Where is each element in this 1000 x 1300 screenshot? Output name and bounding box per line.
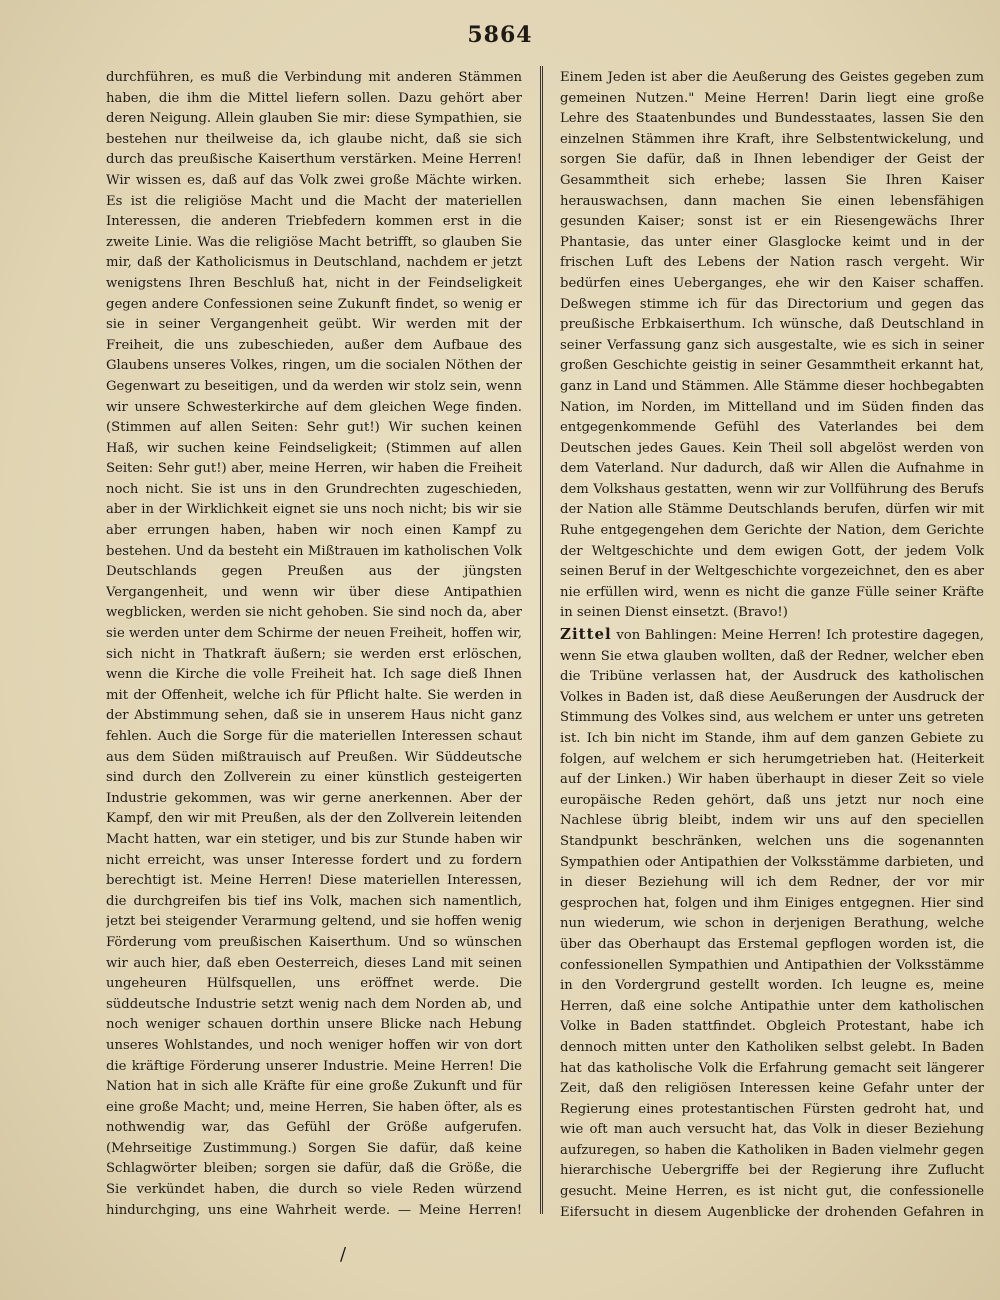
right-column — [560, 68, 984, 1218]
speaker-paragraph — [560, 624, 984, 1218]
column-divider — [540, 66, 543, 1214]
left-column — [106, 68, 522, 1218]
margin-mark: / — [340, 1244, 347, 1265]
left-column-text: durchführen, es muß die Verbindung mit anderen Stämmen haben, die ihm die Mittel liefern sollen. Dazu gehört aber deren Neigung. Allein glauben Sie mir: diese Sympathien, sie bestehen nur theilweise da, ich glaube nicht, daß sie sich durch das preußische Kaiserthum verstärken. Meine Herren! Wir wissen es, daß auf das Volk zwei große Mächte wirken. Es ist die religiöse Macht und die Macht der materiellen Interessen, die anderen Triebfedern kommen erst in die zweite Linie. Was die religiöse Macht betrifft, so glauben Sie mir, daß der Katholicismus in Deutschland, nachdem er jetzt wenigstens Ihren Beschluß hat, nicht in der Feindseligkeit gegen andere Confessionen seine Zukunft findet, so wenig er sie in seiner Vergangenheit geübt. Wir werden mit der Freiheit, die uns zubeschieden, außer dem Aufbaue des Glaubens unseres Volkes, ringen, um die socialen Nöthen der Gegenwart zu beseitigen, und da werden wir stolz sein, wenn wir unsere Schwesterkirche auf dem gleichen Wege finden. (Stimmen auf allen Seiten: Sehr gut!) Wir suchen keinen Haß, wir suchen keine Feindseligkeit; (Stimmen auf allen Seiten: Sehr gut!) aber, meine Herren, wir haben die Freiheit noch nicht. Sie ist uns in den Grundrechten zugeschieden, aber in der Wirklichkeit eignet sie uns noch nicht; bis wir sie aber errungen haben, haben wir noch einen Kampf zu bestehen. Und da besteht ein Mißtrauen im katholischen Volk Deutschlands gegen Preußen aus der jüngsten Vergangenheit, und wenn wir über diese Antipathien wegblicken, werden sie nicht gehoben. Sie sind noch da, aber sie werden unter dem Schirme der neuen Freiheit, hoffen wir, sich nicht in Thatkraft äußern; sie werden erst erlöschen, wenn die Kirche die volle Freiheit hat. Ich sage dieß Ihnen mit der Offenheit, welche ich für Pflicht halte. Sie werden in der Abstimmung sehen, daß sie in unserem Haus nicht ganz fehlen. Auch die Sorge für die materiellen Interessen schaut aus dem Süden mißtrauisch auf Preußen. Wir Süddeutsche sind durch den Zollverein zu einer künstlich gesteigerten Industrie gekommen, was wir gerne anerkennen. Aber der Kampf, den wir mit Preußen, als der den Zollverein leitenden Macht hatten, war ein stetiger, und bis zur Stunde haben wir nicht erreicht, was unser Interesse fordert und zu fordern berechtigt ist. Meine Herren! Diese materiellen Interessen, die durchgreifen bis tief ins Volk, machen sich namentlich, jetzt bei steigender Verarmung geltend, und sie hoffen wenig Förderung vom preußischen Kaiserthum. Und so wünschen wir auch hier, daß eben Oesterreich, dieses Land mit seinen ungeheuren Hülfsquellen, uns eröffnet werde. Die süddeutsche Industrie setzt wenig nach dem Norden ab, und noch weniger schauen dorthin unsere Blicke nach Hebung unseres Wohlstandes, und noch weniger hoffen wir von dort die kräftige Förderung unserer Industrie. Meine Herren! Die Nation hat in sich alle Kräfte für eine große Zukunft und für eine große Macht; und, meine Herren, Sie haben öfter, als es nothwendig war, das Gefühl der Größe aufgerufen. (Mehrseitige Zustimmung.) Sorgen Sie dafür, daß keine Schlagwörter bleiben; sorgen sie dafür, daß die Größe, die Sie verkündet haben, die durch so viele Reden würzend hindurchging, uns eine Wahrheit werde. — Meine Herren! — [106, 70, 522, 1218]
speaker-name: Zittel — [560, 625, 612, 644]
right-column-text-before: Einem Jeden ist aber die Aeußerung des Geistes gegeben zum gemeinen Nutzen." Meine Herren! Darin liegt eine große Lehre des Staatenbundes und Bundesstaates, lassen Sie den einzelnen Stämmen ihre Kraft, ihre Selbstentwickelung, und sorgen Sie dafür, daß in Ihnen lebendiger der Geist der Gesammtheit sich erhebe; lassen Sie Ihren Kaiser herauswachsen, dann machen Sie einen lebensfähigen gesunden Kaiser; sonst ist er ein Riesengewächs Ihrer Phantasie, das unter einer Glasglocke keimt und in der frischen Luft des Lebens der Nation rasch vergeht. Wir bedürfen eines Ueberganges, ehe wir den Kaiser schaffen. Deßwegen stimme ich für das Directorium und gegen das preußische Erbkaiserthum. Ich wünsche, daß Deutschland in seiner Verfassung ganz sich ausgestalte, wie es sich in seiner großen Geschichte geistig in seiner Gesammtheit erkannt hat, ganz in Land und Stämmen. Alle Stämme dieser hochbegabten Nation, im Norden, im Mittelland und im Süden finden das entgegenkommende Gefühl des Vaterlandes bei dem Deutschen jedes Gaues. Kein Theil soll abgelöst werden von dem Vaterland. Nur dadurch, daß wir Allen die Aufnahme in dem Volkshaus gestatten, wenn wir zur Vollführung des Berufs der Nation alle Stämme Deutschlands berufen, dürfen wir mit Ruhe entgegengehen dem Gerichte der Nation, dem Gerichte der Weltgeschichte und dem ewigen Gott, der jedem Volk seinen Beruf in der Weltgeschichte vorgezeichnet, den es aber nie erfüllen wird, wenn es nicht die ganze Fülle seiner Kräfte in seinen Dienst einsetzt. (Bravo!) — [560, 70, 984, 621]
page-number: 5864 — [467, 22, 533, 48]
right-column-text-after: von Bahlingen: Meine Herren! Ich protestire dagegen, wenn Sie etwa glauben wollten, daß der Redner, welcher eben die Tribüne verlassen hat, der Ausdruck des katholischen Volkes in Baden ist, daß diese Aeußerungen der Ausdruck der Stimmung des Volkes sind, aus welchem er unter uns getreten ist. Ich bin nicht im Stande, ihm auf dem ganzen Gebiete zu folgen, auf welchem er sich herumgetrieben hat. (Heiterkeit auf der Linken.) Wir haben überhaupt in dieser Zeit so viele europäische Reden gehört, daß uns jetzt nur noch eine Nachlese übrig bleibt, indem wir uns auf den speciellen Standpunkt beschränken, welchen uns die sogenannten Sympathien oder Antipathien der Volksstämme darbieten, und in dieser Beziehung will ich dem Redner, der vor mir gesprochen hat, folgen und ihm Einiges entgegnen. Hier sind nun wiederum, wie schon in derjenigen Berathung, welche über das Oberhaupt das Erstemal gepflogen worden ist, die confessionellen Sympathien und Antipathien der Volksstämme in den Vordergrund gestellt worden. Ich leugne es, meine Herren, daß eine solche Antipathie unter dem katholischen Volke in Baden stattfindet. Obgleich Protestant, habe ich dennoch mitten unter den Katholiken selbst gelebt. In Baden hat das katholische Volk die Erfahrung gemacht seit längerer Zeit, daß den religiösen Interessen keine Gefahr unter der Regierung eines protestantischen Fürsten gedroht hat, und wie oft man auch versucht hat, das Volk in dieser Beziehung aufzuregen, so haben die Katholiken in Baden vielmehr gegen hierarchische Uebergriffe bei der Regierung ihre Zuflucht gesucht. Meine Herren, es ist nicht gut, die confessionelle Eifersucht in diesem Augenblicke der drohenden Gefahren in — [560, 628, 984, 1218]
